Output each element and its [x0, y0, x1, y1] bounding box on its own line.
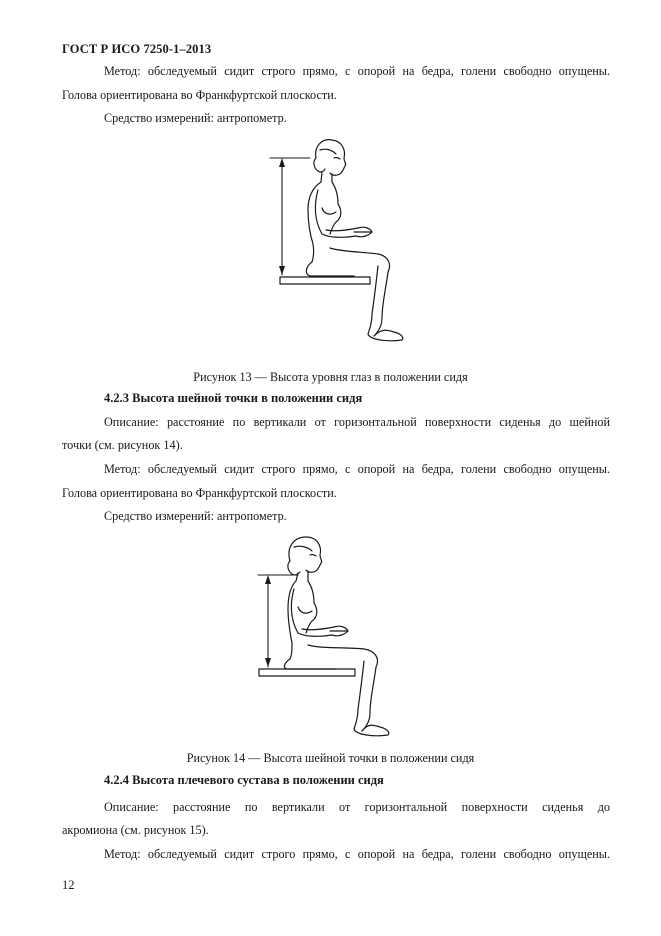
description-paragraph-3 [104, 800, 610, 815]
description-line-1c: Описание: расстояние по вертикали от горизонтальной поверхности сиденья до [104, 800, 610, 814]
description-line-2c: акромиона (см. рисунок 15). [62, 823, 209, 837]
description-line-1: Описание: расстояние по вертикали от горизонтальной поверхности сиденья до шейной [104, 415, 610, 429]
method-line-2: Голова ориентирована во Франкфуртской плоскости. [62, 88, 337, 102]
instrument-text-2: Средство измерений: антропометр. [104, 509, 287, 523]
document-header: ГОСТ Р ИСО 7250-1–2013 [62, 42, 212, 56]
figure13-caption: Рисунок 13 — Высота уровня глаз в положении сидя [193, 370, 468, 384]
method-line-1b: Метод: обследуемый сидит строго прямо, с опорой на бедра, голени свободно опущены. [104, 462, 610, 476]
description-paragraph [104, 415, 610, 430]
method-paragraph-2 [104, 462, 610, 477]
description-line-2: точки (см. рисунок 14). [62, 438, 183, 452]
section-4-2-3-title: 4.2.3 Высота шейной точки в положении сидя [104, 391, 363, 405]
page-number: 12 [62, 878, 75, 892]
seated-cervicale-height-figure [256, 535, 401, 745]
method-line-1: Метод: обследуемый сидит строго прямо, с опорой на бедра, голени свободно опущены. [104, 64, 610, 78]
method-paragraph [104, 64, 610, 79]
seated-eye-height-figure [270, 138, 415, 348]
method-line-2b: Голова ориентирована во Франкфуртской плоскости. [62, 486, 337, 500]
method-paragraph-3 [104, 847, 610, 862]
figure14-caption: Рисунок 14 — Высота шейной точки в положении сидя [186, 751, 475, 765]
section-4-2-4-title: 4.2.4 Высота плечевого сустава в положении сидя [104, 773, 384, 787]
instrument-text: Средство измерений: антропометр. [104, 111, 287, 125]
method-line-1c: Метод: обследуемый сидит строго прямо, с опорой на бедра, голени свободно опущены. [104, 847, 610, 861]
